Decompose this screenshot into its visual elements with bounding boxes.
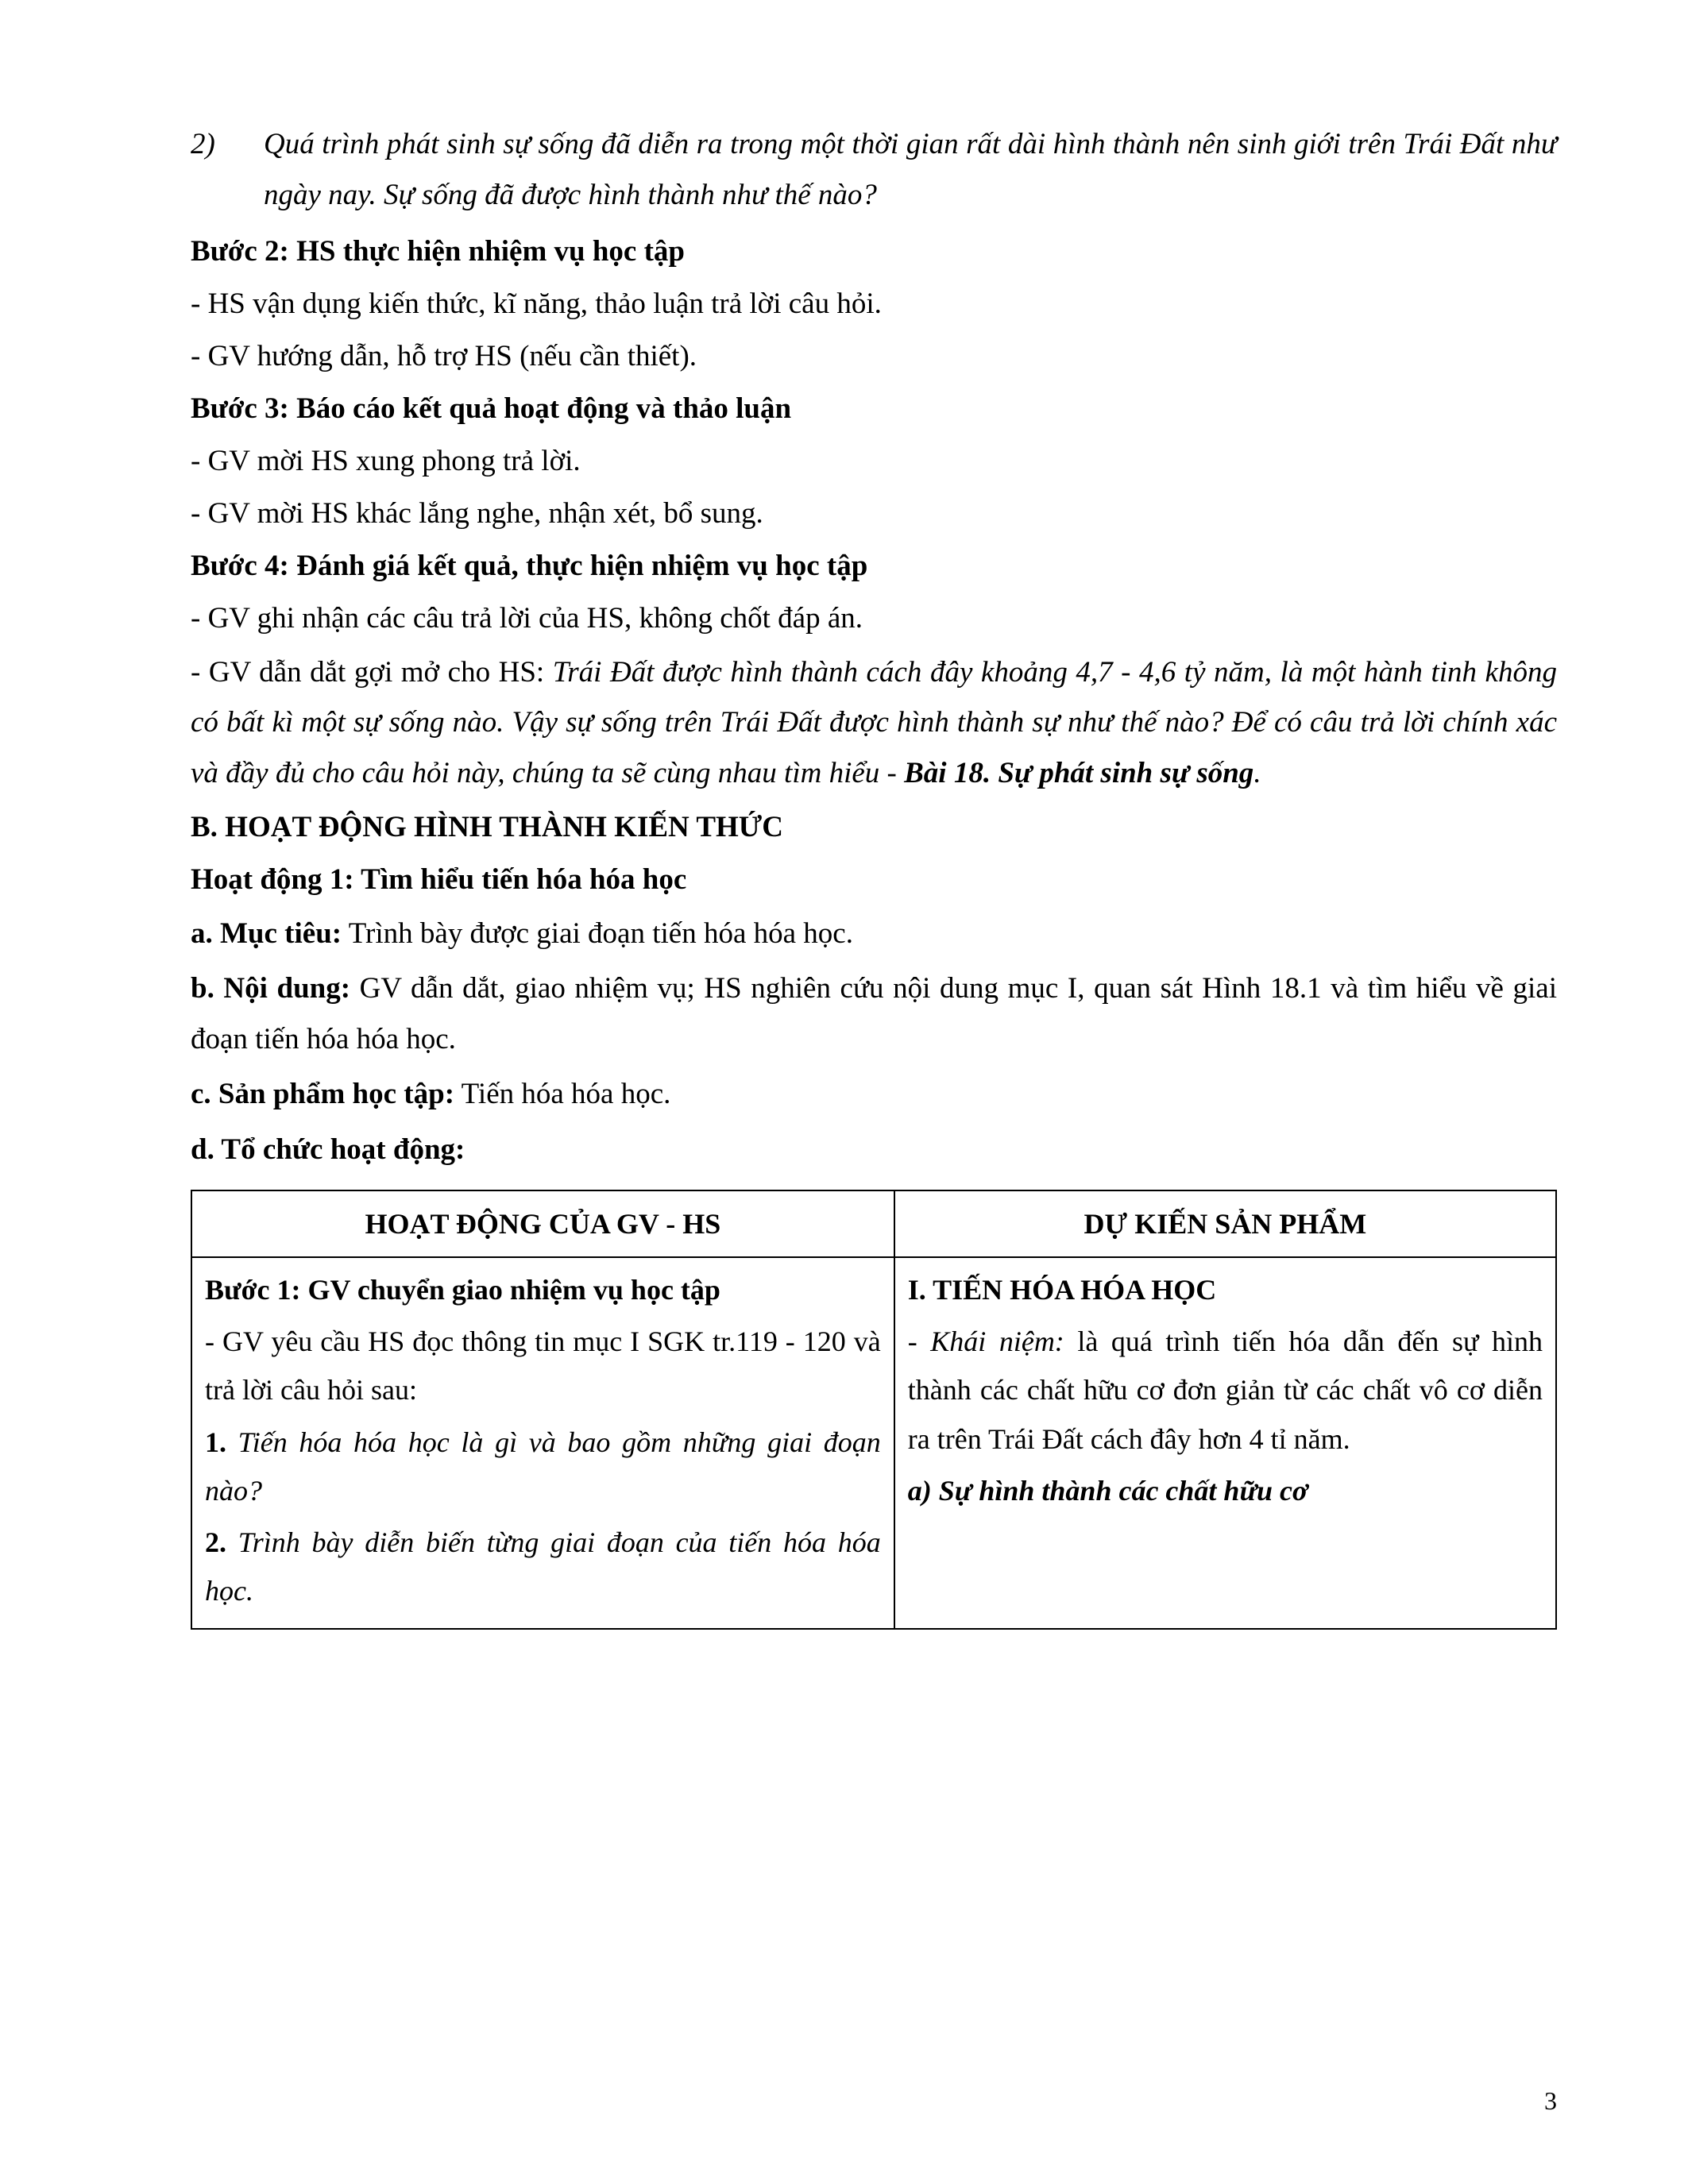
question-2-text: Trình bày diễn biến từng giai đoạn của tiến hóa hóa học. bbox=[205, 1526, 881, 1607]
product-concept-label: - Khái niệm: bbox=[907, 1325, 1064, 1358]
document-body bbox=[191, 119, 1557, 1630]
numbered-item bbox=[191, 119, 1557, 220]
item-to-chuc-label: d. Tổ chức hoạt động: bbox=[191, 1133, 465, 1166]
lead-paragraph-suffix: . bbox=[1253, 757, 1261, 789]
step3-line-2: - GV mời HS khác lắng nghe, nhận xét, bổ sung. bbox=[191, 496, 763, 530]
product-concept-text: là quá trình tiến hóa dẫn đến sự hình thành các chất hữu cơ đơn giản từ các chất vô cơ diễn ra trên Trái Đất cách đây hơn 4 tỉ năm. bbox=[907, 1325, 1543, 1455]
item-noi-dung bbox=[191, 963, 1557, 1064]
item-noi-dung-label: b. Nội dung: bbox=[191, 972, 351, 1005]
activity-title: Hoạt động 1: Tìm hiểu tiến hóa hóa học bbox=[191, 862, 687, 896]
step3-line-1: - GV mời HS xung phong trả lời. bbox=[191, 445, 581, 477]
item-muc-tieu-text: Trình bày được giai đoạn tiến hóa hóa học. bbox=[342, 916, 853, 950]
lead-paragraph bbox=[191, 647, 1557, 799]
question-1 bbox=[205, 1418, 881, 1515]
item-san-pham-label: c. Sản phẩm học tập: bbox=[191, 1078, 455, 1111]
lead-paragraph-prefix: - GV dẫn dắt gợi mở cho HS: bbox=[191, 655, 553, 689]
item-san-pham-text: Tiến hóa hóa học. bbox=[454, 1078, 671, 1111]
activity-table bbox=[191, 1190, 1557, 1630]
lead-paragraph-italic: Trái Đất được hình thành cách đây khoảng 4,7 - 4,6 tỷ năm, là một hành tinh không có bất kì một sự sống nào. Vậy sự sống trên Trái Đất được hình thành sự như thế nào? Để có câu trả lời chính xác và đầy đủ cho câu hỏi này, chúng ta sẽ cùng nhau tìm hiểu - bbox=[191, 655, 1557, 789]
step1-heading: Bước 1: GV chuyển giao nhiệm vụ học tập bbox=[205, 1273, 720, 1306]
product-concept bbox=[908, 1318, 1543, 1464]
lead-paragraph-lesson-title: Bài 18. Sự phát sinh sự sống bbox=[904, 757, 1254, 789]
product-subheading: a) Sự hình thành các chất hữu cơ bbox=[907, 1474, 1308, 1507]
numbered-item-text: Quá trình phát sinh sự sống đã diễn ra trong một thời gian rất dài hình thành nên sinh giới trên Trái Đất như ngày nay. Sự sống đã được hình thành như thế nào? bbox=[264, 128, 1557, 211]
item-to-chuc bbox=[191, 1125, 1557, 1175]
step1-instruction: - GV yêu cầu HS đọc thông tin mục I SGK tr.119 - 120 và trả lời câu hỏi sau: bbox=[205, 1325, 881, 1406]
step4-line-1: - GV ghi nhận các câu trả lời của HS, không chốt đáp án. bbox=[191, 601, 863, 635]
table-cell-expected-product bbox=[894, 1257, 1556, 1629]
step2-line-2: - GV hướng dẫn, hỗ trợ HS (nếu cần thiết). bbox=[191, 340, 697, 373]
question-2 bbox=[205, 1518, 881, 1615]
table-header-row bbox=[191, 1190, 1556, 1257]
step4-heading: Bước 4: Đánh giá kết quả, thực hiện nhiệm vụ học tập bbox=[191, 549, 868, 582]
item-muc-tieu bbox=[191, 909, 1557, 959]
page-number: 3 bbox=[1544, 2086, 1557, 2115]
table-header-du-kien: DỰ KIẾN SẢN PHẨM bbox=[894, 1190, 1556, 1257]
step2-line-1: - HS vận dụng kiến thức, kĩ năng, thảo luận trả lời câu hỏi. bbox=[191, 287, 882, 321]
question-1-number: 1. bbox=[205, 1426, 226, 1458]
item-san-pham bbox=[191, 1069, 1557, 1120]
step3-heading: Bước 3: Báo cáo kết quả hoạt động và thảo luận bbox=[191, 392, 792, 426]
numbered-item-marker: 2) bbox=[191, 128, 215, 160]
table-cell-activities bbox=[191, 1257, 894, 1629]
product-heading: I. TIẾN HÓA HÓA HỌC bbox=[907, 1273, 1217, 1306]
step2-heading: Bước 2: HS thực hiện nhiệm vụ học tập bbox=[191, 235, 686, 268]
table-row bbox=[191, 1257, 1556, 1629]
table-header-gv-hs: HOẠT ĐỘNG CỦA GV - HS bbox=[191, 1190, 894, 1257]
item-noi-dung-text: GV dẫn dắt, giao nhiệm vụ; HS nghiên cứu nội dung mục I, quan sát Hình 18.1 và tìm hiểu về giai đoạn tiến hóa hóa học. bbox=[191, 972, 1557, 1055]
question-2-number: 2. bbox=[205, 1526, 226, 1558]
question-1-text: Tiến hóa hóa học là gì và bao gồm những giai đoạn nào? bbox=[205, 1426, 881, 1507]
section-b-title: B. HOẠT ĐỘNG HÌNH THÀNH KIẾN THỨC bbox=[191, 810, 783, 843]
item-muc-tieu-label: a. Mục tiêu: bbox=[191, 916, 342, 950]
